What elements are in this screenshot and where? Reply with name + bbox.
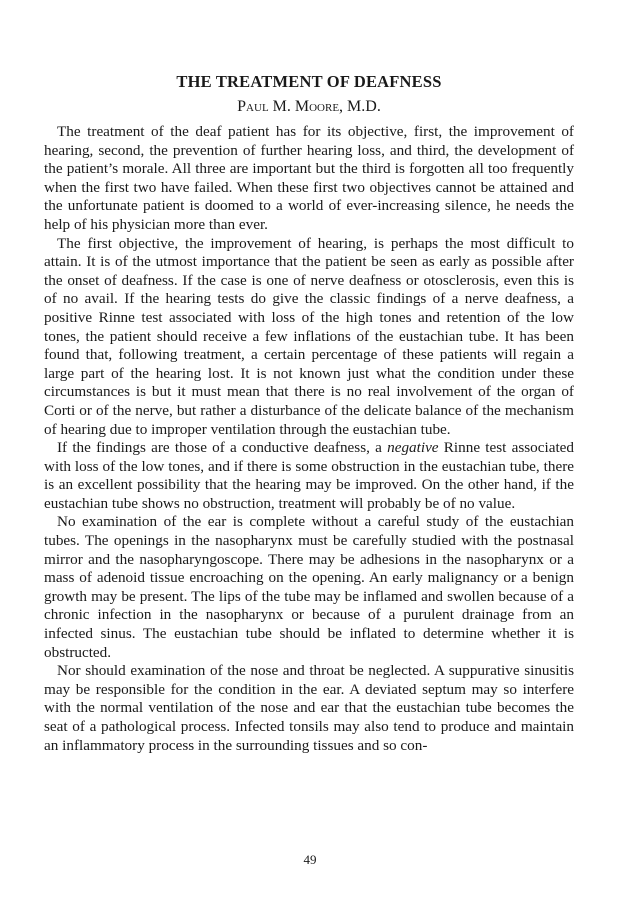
article-page bbox=[44, 72, 574, 755]
paragraph-text: Rinne test associated with loss of the low tones, and if there is some obstruction in the eustachian tube, there is an excellent possibility that the hearing may be improved. On the other hand, if the eustachian tube shows no obstruction, treatment will probably be of no value. bbox=[44, 439, 575, 512]
paragraph-objectives: The treatment of the deaf patient has for its objective, first, the improvement of hearing, second, the prevention of further hearing loss, and third, the development of the patient’s morale. All three are important but the third is forgotten all too frequently when the first two have failed. When these first two objectives cannot be attained and the unfortunate patient is doomed to a world of ever-increasing silence, he needs the help of his physician more than ever. bbox=[44, 123, 574, 233]
paragraph-improvement-of-hearing: The first objective, the improvement of hearing, is perhaps the most difficult to attain. It is of the utmost importance that the patient be seen as early as possible after the onset of deafness. If the case is one of nerve deafness or otosclerosis, even this is of no avail. If the hearing tests do give the classic findings of a nerve deafness, a positive Rinne test associated with loss of the high tones and retention of the low tones, the patient should receive a few inflations of the eustachian tube. It has been found that, following treatment, a certain percentage of these patients will regain a large part of the hearing lost. It is not known just what the condition under these circumstances is but it must mean that there is no real involvement of the organ of Corti or of the nerve, but rather a disturbance of the delicate balance of the mechanism of hearing due to improper ventilation through the eustachian tube. bbox=[44, 234, 574, 438]
page-number: 49 bbox=[303, 852, 317, 867]
article-title: THE TREATMENT OF DEAFNESS bbox=[176, 72, 442, 91]
article-author: Paul M. Moore, M.D. bbox=[237, 98, 381, 115]
paragraph-eustachian-examination: No examination of the ear is complete without a careful study of the eustachian tubes. The openings in the nasopharynx must be carefully studied with the postnasal mirror and the nasopharyngoscope. There may be adhesions in the nasopharynx or a mass of adenoid tissue encroaching on the opening. An early malignancy or a benign growth may be present. The lips of the tube may be inflamed and swollen because of a chronic infection in the nasopharynx or because of a purulent drainage from an infected sinus. The eustachian tube should be inflated to determine whether it is obstructed. bbox=[44, 513, 574, 661]
paragraph-nose-and-throat: Nor should examination of the nose and throat be neglected. A suppurative sinusitis may be responsible for the condition in the ear. A deviated septum may so interfere with the normal ventilation of the nose and ear that the eustachian tube becomes the seat of a pathological process. Infected tonsils may also tend to produce and maintain an inflammatory process in the surrounding tissues and so con- bbox=[44, 662, 574, 754]
paragraph-conductive-deafness bbox=[44, 439, 574, 513]
emphasis-negative: negative bbox=[387, 439, 439, 457]
paragraph-text: If the findings are those of a conductive deafness, a bbox=[57, 439, 388, 457]
